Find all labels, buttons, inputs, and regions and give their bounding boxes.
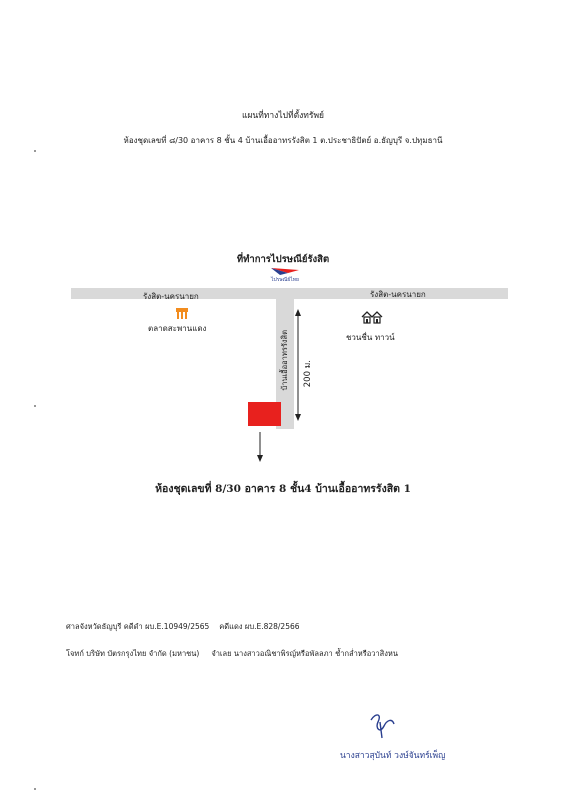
document-title: แผนที่ทางไปที่ตั้งทรัพย์: [241, 111, 325, 121]
post-office-logo-icon: [268, 264, 302, 282]
main-road-rangsit-nakhon-nayok: [71, 288, 508, 299]
black-case-text: ศาลจังหวัดธัญบุรี คดีดำ ผบ.E.10949/2565: [66, 622, 210, 631]
scan-speck: [34, 150, 36, 152]
market-label: ตลาดสะพานแดง: [148, 324, 207, 333]
defendant-text: จำเลย นางสาวอณิชาพิรญ์หรือพัลลภา ช้ำกล่ำหรือวาสิงหน: [211, 649, 398, 658]
document-subtitle: ห้องชุดเลขที่ ๘/30 อาคาร 8 ชั้น 4 บ้านเอื้ออาทรรังสิต 1 ต.ประชาธิปัตย์ อ.ธัญบุรี จ.ปทุมธานี: [123, 136, 443, 145]
market-icon: [176, 308, 188, 319]
distance-label: 200 ม.: [303, 360, 313, 388]
court-case-line: [66, 621, 300, 633]
house-icon: [361, 310, 383, 324]
scan-speck: [34, 788, 36, 790]
vertical-road-label: บ้านเอื้ออาทรรังสิต: [280, 330, 289, 391]
road-label-right: รังสิต-นครนายก: [370, 290, 426, 299]
property-caption: ห้องชุดเลขที่ 8/30 อาคาร 8 ชั้น4 บ้านเอื้ออาทรรังสิต 1: [155, 483, 411, 495]
red-case-text: คดีแดง ผบ.E.828/2566: [219, 622, 300, 631]
post-logo-text: ไปรษณีย์ไทย: [271, 277, 299, 282]
down-arrow-icon: [257, 432, 263, 462]
parties-line: [66, 648, 398, 660]
road-label-left: รังสิต-นครนายก: [143, 292, 199, 301]
plaintiff-text: โจทก์ บริษัท บัตรกรุงไทย จำกัด (มหาชน): [66, 649, 200, 658]
village-label: ชวนชื่น ทาวน์: [346, 333, 395, 342]
post-office-label: ที่ทำการไปรษณีย์รังสิต: [236, 254, 330, 265]
property-location-marker: [248, 402, 281, 426]
scan-speck: [34, 405, 36, 407]
signature-icon: [366, 710, 400, 740]
signer-name: นางสาวสุบันท์ วงษ์จันทร์เพ็ญ: [340, 751, 446, 761]
